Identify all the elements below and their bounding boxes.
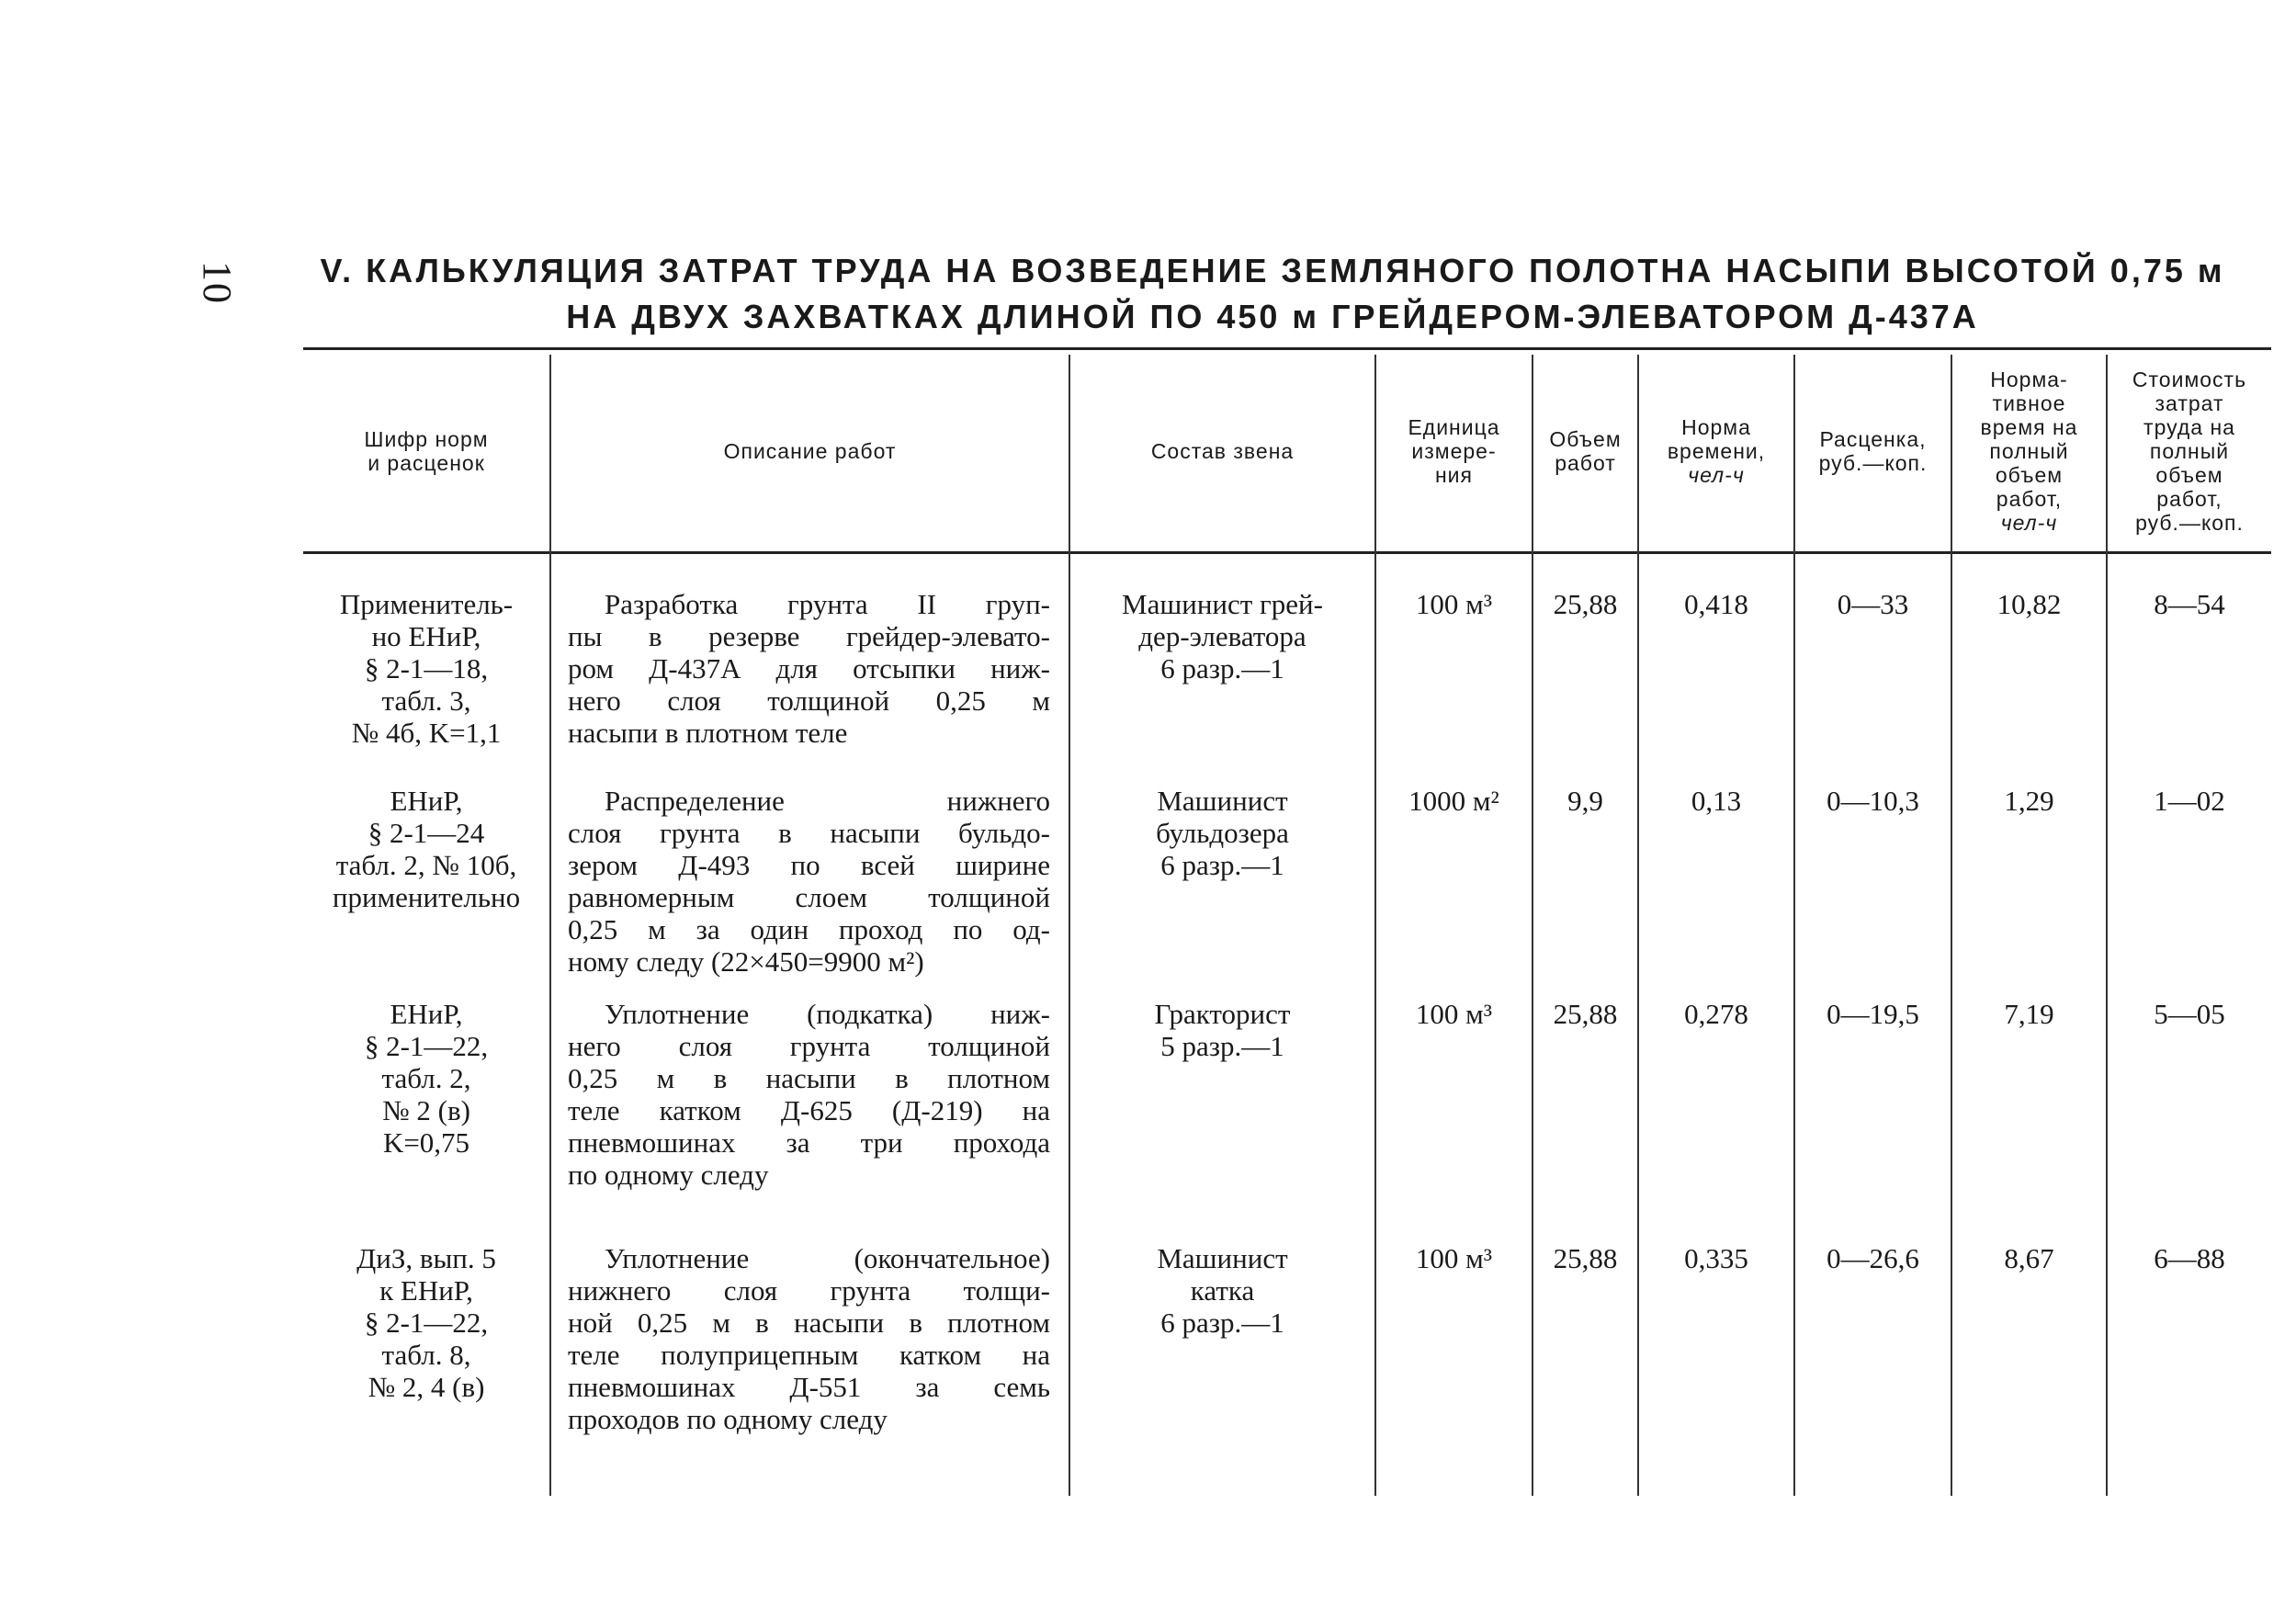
row-3-norm-total: 7,19 bbox=[2004, 998, 2054, 1030]
table-top-rule bbox=[303, 347, 2271, 350]
header-volume: Объем работ bbox=[1549, 427, 1622, 475]
row-1-volume: 25,88 bbox=[1553, 588, 1618, 620]
row-2-code: ЕНиР, § 2-1—24 табл. 2, № 10б, применительно bbox=[332, 785, 521, 913]
row-4-rate: 0—26,6 bbox=[1827, 1242, 1919, 1274]
calculation-table bbox=[303, 347, 2271, 1496]
title-line-1: V. КАЛЬКУЛЯЦИЯ ЗАТРАТ ТРУДА НА ВОЗВЕДЕНИЕ ЗЕМЛЯНОГО ПОЛОТНА НАСЫПИ ВЫСОТОЙ 0,75 м bbox=[320, 252, 2225, 289]
row-2-cost-total: 1—02 bbox=[2154, 785, 2225, 817]
row-3-unit: 100 м³ bbox=[1415, 998, 1493, 1030]
row-1-code: Применитель- но ЕНиР, § 2-1—18, табл. 3, № 4б, K=1,1 bbox=[339, 588, 514, 749]
row-3-time-norm: 0,278 bbox=[1684, 998, 1748, 1030]
row-4-norm-total: 8,67 bbox=[2004, 1242, 2054, 1274]
row-2-rate: 0—10,3 bbox=[1827, 785, 1919, 817]
row-3-crew: Гракторист 5 разр.—1 bbox=[1154, 998, 1291, 1062]
row-4-cost-total: 6—88 bbox=[2154, 1242, 2225, 1274]
header-crew: Состав звена bbox=[1150, 439, 1295, 463]
row-1-rate: 0—33 bbox=[1837, 588, 1909, 620]
row-2-description: Распределение нижнего слоя грунта в насыпи бульдо- зером Д-493 по всей ширине равномерным слоем толщиной 0,25 м за один проход по од- ному следу (22×450=9900 м²) bbox=[568, 785, 1050, 978]
row-2-unit: 1000 м² bbox=[1408, 785, 1499, 817]
header-bottom-rule bbox=[303, 551, 2271, 554]
header-unit: Единица измере- ния bbox=[1408, 415, 1500, 487]
row-2-volume: 9,9 bbox=[1567, 785, 1603, 817]
row-2-crew: Машинист бульдозера 6 разр.—1 bbox=[1156, 785, 1289, 881]
row-3-description: Уплотнение (подкатка) ниж- него слоя грунта толщиной 0,25 м в насыпи в плотном теле катком Д-625 (Д-219) на пневмошинах за три прохода по одному следу bbox=[568, 998, 1050, 1191]
row-3-cost-total: 5—05 bbox=[2154, 998, 2225, 1030]
table-title bbox=[294, 248, 2251, 340]
row-1-cost-total: 8—54 bbox=[2154, 588, 2225, 620]
page-number: 10 bbox=[195, 261, 240, 305]
header-cost-total: Стоимость затрат труда на полный объем работ, руб.—коп. bbox=[2132, 368, 2247, 535]
row-4-time-norm: 0,335 bbox=[1684, 1242, 1748, 1274]
row-3-code: ЕНиР, § 2-1—22, табл. 2, № 2 (в) K=0,75 bbox=[364, 998, 489, 1159]
row-3-rate: 0—19,5 bbox=[1827, 998, 1919, 1030]
row-4-crew: Машинист катка 6 разр.—1 bbox=[1157, 1242, 1288, 1339]
header-time-norm: Норма времени, чел-ч bbox=[1667, 415, 1766, 487]
header-description: Описание работ bbox=[723, 439, 897, 463]
header-code: Шифр норм и расценок bbox=[364, 427, 489, 475]
row-2-time-norm: 0,13 bbox=[1691, 785, 1742, 817]
header-norm-total: Норма- тивное время на полный объем работ, чел-ч bbox=[1980, 368, 2078, 535]
row-4-description: Уплотнение (окончательное) нижнего слоя грунта толщи- ной 0,25 м в насыпи в плотном теле полуприцепным катком на пневмошинах Д-551 за семь проходов по одному следу bbox=[568, 1242, 1050, 1435]
title-line-2: НА ДВУХ ЗАХВАТКАХ ДЛИНОЙ ПО 450 м ГРЕЙДЕРОМ-ЭЛЕВАТОРОМ Д-437А bbox=[566, 298, 1979, 335]
row-4-volume: 25,88 bbox=[1553, 1242, 1618, 1274]
row-1-norm-total: 10,82 bbox=[1996, 588, 2062, 620]
row-1-crew: Машинист грей- дер-элеватора 6 разр.—1 bbox=[1122, 588, 1323, 685]
row-1-unit: 100 м³ bbox=[1415, 588, 1493, 620]
header-rate: Расценка, руб.—коп. bbox=[1818, 427, 1928, 475]
row-4-unit: 100 м³ bbox=[1415, 1242, 1493, 1274]
row-2-norm-total: 1,29 bbox=[2004, 785, 2054, 817]
row-1-time-norm: 0,418 bbox=[1684, 588, 1748, 620]
row-3-volume: 25,88 bbox=[1553, 998, 1618, 1030]
row-4-code: ДиЗ, вып. 5 к ЕНиР, § 2-1—22, табл. 8, № 2, 4 (в) bbox=[356, 1242, 496, 1403]
row-1-description: Разработка грунта II груп- пы в резерве грейдер-элевато- ром Д-437А для отсыпки ниж- него слоя толщиной 0,25 м насыпи в плотном теле bbox=[568, 588, 1050, 749]
